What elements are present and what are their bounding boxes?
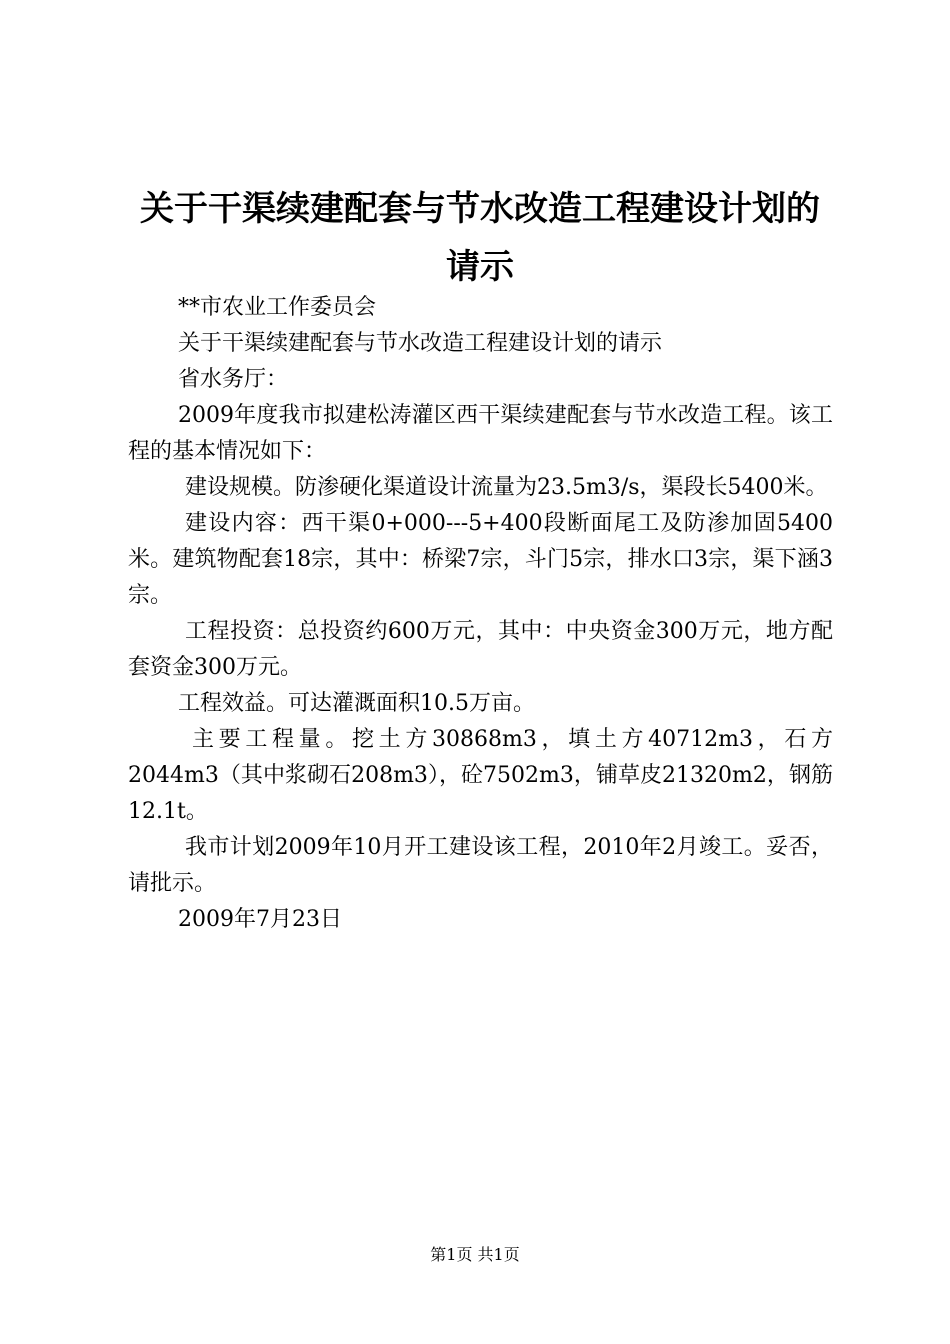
quantities-paragraph: 主要工程量。挖土方30868m3，填土方40712m3，石方2044m3（其中浆砌石208m3），砼7502m3，铺草皮21320m2，钢筋12.1t。 xyxy=(128,727,833,824)
construction-scale-paragraph: 建设规模。防渗硬化渠道设计流量为23.5m3/s，渠段长5400米。 xyxy=(185,475,828,500)
document-title-line-2: 请示 xyxy=(446,247,514,287)
page-number-total: 共1页 xyxy=(477,1245,520,1264)
addressee: 省水务厅： xyxy=(178,367,289,392)
subject-line: 关于干渠续建配套与节水改造工程建设计划的请示 xyxy=(178,331,663,356)
schedule-paragraph: 我市计划2009年10月开工建设该工程，2010年2月竣工。妥否，请批示。 xyxy=(128,835,833,896)
document-body xyxy=(128,290,833,938)
page-number-current: 第1页 xyxy=(430,1245,473,1264)
page-footer xyxy=(0,1245,950,1265)
document-date: 2009年7月23日 xyxy=(178,907,342,932)
investment-paragraph: 工程投资：总投资约600万元，其中：中央资金300万元，地方配套资金300万元。 xyxy=(128,619,833,680)
construction-content-paragraph: 建设内容：西干渠0+000---5+400段断面尾工及防渗加固5400米。建筑物配套18宗，其中：桥梁7宗，斗门5宗，排水口3宗，渠下涵3宗。 xyxy=(128,511,833,608)
intro-paragraph: 2009年度我市拟建松涛灌区西干渠续建配套与节水改造工程。该工程的基本情况如下： xyxy=(128,403,833,464)
document-title-line-1: 关于干渠续建配套与节水改造工程建设计划的 xyxy=(140,189,820,229)
sender-organization: **市农业工作委员会 xyxy=(178,295,377,320)
benefit-paragraph: 工程效益。可达灌溉面积10.5万亩。 xyxy=(178,691,535,716)
